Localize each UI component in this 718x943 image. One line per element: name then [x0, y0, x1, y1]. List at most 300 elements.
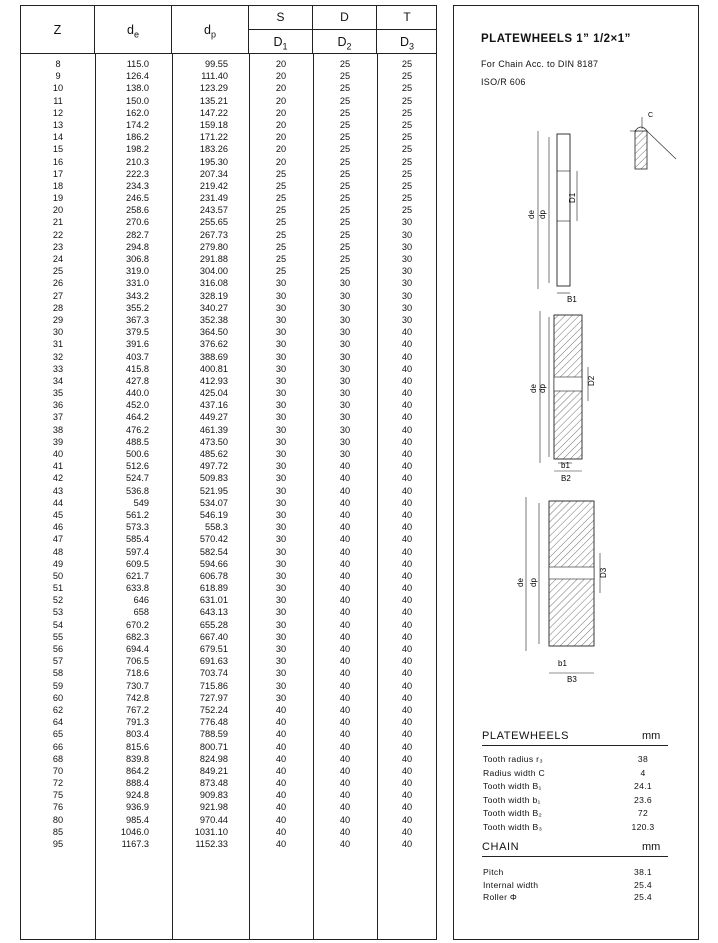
table-row [21, 277, 436, 289]
table-row [21, 497, 436, 509]
table-row [21, 143, 436, 155]
spec-value: 25.4 [634, 892, 652, 902]
cell-d2: 40 [339, 753, 351, 764]
cell-d3: 40 [401, 778, 413, 789]
cell-dp: 388.69 [199, 351, 228, 362]
cell-d2: 30 [339, 278, 351, 289]
table-row [21, 411, 436, 423]
cell-d1: 20 [275, 156, 287, 167]
cell-d1: 40 [275, 729, 287, 740]
cell-d2: 30 [339, 290, 351, 301]
spec-label: Pitch [483, 867, 504, 877]
cell-d3: 25 [401, 168, 413, 179]
cell-d3: 40 [401, 741, 413, 752]
table-row [21, 107, 436, 119]
cell-d2: 40 [339, 497, 351, 508]
cell-d2: 40 [339, 717, 351, 728]
cell-d3: 40 [401, 436, 413, 447]
cell-de: 294.8 [126, 241, 149, 252]
cell-d1: 30 [275, 583, 287, 594]
cell-dp: 921.98 [199, 802, 228, 813]
cell-de: 646 [133, 595, 149, 606]
label-d1: D1 [568, 192, 577, 203]
cell-de: 222.3 [126, 168, 149, 179]
header-d2-sub: 2 [346, 41, 352, 52]
cell-dp: 207.34 [199, 168, 228, 179]
spec-value: 38.1 [634, 867, 652, 877]
triplex-platewheel-drawing [516, 497, 608, 684]
cell-z: 19 [52, 193, 64, 204]
cell-d3: 40 [401, 607, 413, 618]
cell-d3: 40 [401, 449, 413, 459]
cell-z: 38 [52, 424, 64, 435]
spec-label: Radius width C [483, 767, 545, 778]
cell-z: 55 [52, 631, 64, 642]
cell-d2: 25 [339, 241, 351, 252]
cell-dp: 195.30 [199, 156, 228, 167]
sprocket-technical-drawing [454, 101, 700, 701]
cell-d3: 25 [401, 71, 413, 82]
cell-d1: 30 [275, 473, 287, 484]
cell-z: 57 [52, 656, 64, 667]
cell-d1: 30 [275, 656, 287, 667]
cell-de: 391.6 [126, 339, 149, 350]
chain-section-title: CHAIN [482, 841, 520, 853]
cell-dp: 147.22 [199, 107, 228, 118]
cell-dp: 570.42 [199, 534, 228, 545]
cell-d3: 40 [401, 802, 413, 813]
table-row [21, 424, 436, 436]
cell-d2: 25 [339, 254, 351, 264]
cell-de: 621.7 [126, 570, 149, 581]
cell-d3: 40 [401, 619, 413, 630]
header-z-label: Z [53, 23, 62, 37]
cell-d2: 40 [339, 839, 351, 849]
cell-d2: 25 [339, 119, 351, 130]
cell-d2: 40 [339, 680, 351, 691]
cell-d2: 30 [339, 424, 351, 435]
cell-dp: 824.98 [199, 753, 228, 764]
spec-label: Roller Φ [483, 892, 518, 902]
cell-de: 936.9 [126, 802, 149, 813]
cell-d3: 40 [401, 522, 413, 533]
cell-d1: 30 [275, 522, 287, 533]
cell-d1: 30 [275, 509, 287, 520]
cell-de: 500.6 [126, 449, 149, 459]
cell-dp: 1152.33 [195, 839, 228, 849]
cell-dp: 873.48 [199, 778, 228, 789]
cell-d3: 25 [401, 59, 413, 69]
cell-de: 234.3 [126, 180, 149, 191]
cell-z: 42 [52, 473, 64, 484]
cell-d2: 25 [339, 205, 351, 216]
cell-d3: 40 [401, 424, 413, 435]
table-row [21, 643, 436, 655]
cell-d3: 40 [401, 327, 413, 338]
cell-z: 64 [52, 717, 64, 728]
spec-label: Tooth width B₂ [483, 808, 543, 818]
cell-de: 174.2 [126, 119, 149, 130]
cell-dp: 970.44 [199, 814, 228, 825]
label-dp: dp [529, 578, 538, 587]
cell-d3: 40 [401, 412, 413, 423]
cell-de: 767.2 [126, 704, 149, 715]
cell-d1: 40 [275, 802, 287, 813]
label-dp: dp [538, 384, 547, 393]
cell-dp: 364.50 [199, 327, 228, 338]
cell-d1: 30 [275, 436, 287, 447]
spec-panel [453, 5, 699, 940]
cell-z: 58 [52, 668, 64, 679]
cell-de: 488.5 [126, 436, 149, 447]
cell-d2: 40 [339, 790, 351, 801]
table-row [21, 204, 436, 216]
table-row [21, 192, 436, 204]
spec-value: 72 [637, 808, 649, 818]
cell-d3: 25 [401, 144, 413, 155]
panel-title: PLATEWHEELS 1” 1/2×1” [481, 33, 631, 45]
bore-slot [554, 377, 582, 391]
table-row [21, 801, 436, 813]
cell-de: 150.0 [126, 95, 149, 106]
cell-de: 186.2 [126, 132, 149, 143]
cell-d1: 20 [275, 119, 287, 130]
table-row [21, 582, 436, 594]
cell-d2: 40 [339, 826, 351, 837]
cell-d3: 30 [401, 266, 413, 277]
table-row [21, 558, 436, 570]
cell-z: 39 [52, 436, 64, 447]
cell-d3: 40 [401, 656, 413, 667]
table-row [21, 789, 436, 801]
cell-de: 633.8 [126, 583, 149, 594]
cell-dp: 437.16 [199, 400, 228, 411]
table-row [21, 119, 436, 131]
cell-d3: 40 [401, 509, 413, 520]
platewheels-section-unit: mm [642, 730, 661, 742]
cell-de: 730.7 [126, 680, 149, 691]
cell-z: 68 [52, 753, 64, 764]
cell-d1: 40 [275, 826, 287, 837]
label-b3: B3 [567, 675, 577, 684]
sprocket-dimensions-table [20, 5, 437, 940]
simplex-platewheel-drawing [527, 131, 577, 304]
cell-z: 54 [52, 619, 64, 630]
cell-dp: 412.93 [199, 375, 228, 386]
cell-z: 35 [52, 388, 64, 399]
cell-dp: 546.19 [199, 509, 228, 520]
duplex-platewheel-drawing [529, 311, 596, 483]
cell-d3: 40 [401, 814, 413, 825]
cell-z: 53 [52, 607, 64, 618]
cell-de: 258.6 [126, 205, 149, 216]
cell-d3: 40 [401, 729, 413, 740]
cell-d2: 30 [339, 363, 351, 374]
table-row [21, 387, 436, 399]
cell-d1: 30 [275, 375, 287, 386]
spec-row [483, 867, 673, 880]
cell-de: 694.4 [126, 644, 149, 654]
cell-de: 379.5 [126, 327, 149, 338]
table-row [21, 704, 436, 716]
header-dp [172, 6, 249, 53]
cell-dp: 267.73 [199, 229, 228, 240]
tooth-profile-arc [635, 127, 647, 131]
cell-z: 31 [52, 339, 64, 350]
table-row [21, 485, 436, 497]
table-row [21, 338, 436, 350]
cell-d2: 25 [339, 144, 351, 155]
cell-de: 815.6 [126, 741, 149, 752]
cell-z: 32 [52, 351, 64, 362]
cell-de: 549 [133, 497, 149, 508]
cell-d3: 40 [401, 631, 413, 642]
table-row [21, 253, 436, 265]
cell-d2: 40 [339, 534, 351, 545]
cell-d2: 40 [339, 522, 351, 533]
cell-dp: 703.74 [199, 668, 228, 679]
cell-d1: 30 [275, 570, 287, 581]
cell-d3: 40 [401, 717, 413, 728]
cell-z: 27 [52, 290, 64, 301]
cell-dp: 909.83 [199, 790, 228, 801]
cell-z: 18 [52, 180, 64, 191]
table-row [21, 70, 436, 82]
cell-d2: 25 [339, 229, 351, 240]
cell-dp: 509.83 [199, 473, 228, 484]
cell-z: 24 [52, 254, 64, 264]
table-row [21, 375, 436, 387]
cell-dp: 715.86 [199, 680, 228, 691]
table-row [21, 765, 436, 777]
table-row [21, 302, 436, 314]
cell-d2: 25 [339, 168, 351, 179]
cell-d1: 30 [275, 668, 287, 679]
cell-d1: 30 [275, 314, 287, 325]
table-row [21, 216, 436, 228]
cell-d3: 40 [401, 570, 413, 581]
header-s-d1 [249, 6, 313, 53]
spec-label: Tooth width B₁ [483, 781, 542, 791]
cell-dp: 291.88 [199, 254, 228, 264]
cell-dp: 425.04 [199, 388, 228, 399]
table-row [21, 826, 436, 838]
cell-z: 46 [52, 522, 64, 533]
cell-d1: 20 [275, 59, 287, 69]
table-row [21, 838, 436, 850]
cell-dp: 606.78 [199, 570, 228, 581]
table-row [21, 168, 436, 180]
cell-d3: 40 [401, 644, 413, 654]
cell-d2: 40 [339, 668, 351, 679]
cell-z: 66 [52, 741, 64, 752]
cell-de: 282.7 [126, 229, 149, 240]
cell-de: 1167.3 [121, 839, 149, 849]
cell-dp: 219.42 [199, 180, 228, 191]
table-row [21, 546, 436, 558]
cell-d1: 20 [275, 83, 287, 94]
chain-standard-text: For Chain Acc. to DIN 8187 [481, 59, 599, 69]
cell-d3: 40 [401, 339, 413, 350]
cell-z: 51 [52, 583, 64, 594]
cell-z: 21 [52, 217, 64, 228]
table-row [21, 533, 436, 545]
cell-z: 49 [52, 558, 64, 569]
cell-de: 440.0 [126, 388, 149, 399]
header-de-label: d [127, 23, 134, 37]
cell-d2: 30 [339, 327, 351, 338]
label-c: C [648, 112, 654, 119]
cell-de: 427.8 [126, 375, 149, 386]
cell-d2: 25 [339, 132, 351, 143]
cell-d2: 40 [339, 473, 351, 484]
cell-dp: 123.29 [199, 83, 228, 94]
cell-dp: 99.55 [205, 59, 228, 69]
cell-z: 56 [52, 644, 64, 654]
cell-de: 512.6 [126, 461, 149, 472]
cell-d1: 25 [275, 254, 287, 264]
cell-z: 16 [52, 156, 64, 167]
cell-dp: 788.59 [199, 729, 228, 740]
cell-de: 864.2 [126, 765, 149, 776]
table-row [21, 667, 436, 679]
cell-z: 85 [52, 826, 64, 837]
table-row [21, 229, 436, 241]
cell-dp: 352.38 [199, 314, 228, 325]
cell-dp: 111.40 [201, 71, 228, 82]
cell-dp: 279.80 [199, 241, 228, 252]
cell-z: 60 [52, 692, 64, 703]
cell-de: 464.2 [126, 412, 149, 423]
cell-de: 476.2 [126, 424, 149, 435]
table-row [21, 814, 436, 826]
label-b1-small: b1 [561, 461, 570, 470]
cell-d1: 30 [275, 558, 287, 569]
cell-d3: 40 [401, 790, 413, 801]
cell-d1: 30 [275, 278, 287, 289]
cell-z: 65 [52, 729, 64, 740]
cell-d2: 25 [339, 217, 351, 228]
cell-z: 50 [52, 570, 64, 581]
cell-d2: 40 [339, 485, 351, 496]
cell-d3: 40 [401, 351, 413, 362]
section-divider [482, 856, 668, 857]
cell-de: 561.2 [126, 509, 149, 520]
cell-z: 72 [52, 778, 64, 789]
cell-de: 803.4 [126, 729, 149, 740]
cell-z: 25 [52, 266, 64, 277]
cell-z: 12 [52, 107, 64, 118]
cell-de: 1046.0 [120, 826, 149, 837]
cell-z: 14 [52, 132, 64, 143]
cell-de: 585.4 [126, 534, 149, 545]
cell-z: 95 [52, 839, 64, 849]
spec-label: Internal width [483, 879, 539, 890]
cell-d1: 30 [275, 595, 287, 606]
cell-dp: 473.50 [199, 436, 228, 447]
cell-de: 609.5 [126, 558, 149, 569]
cell-de: 331.0 [126, 278, 149, 289]
cell-d1: 40 [275, 778, 287, 789]
cell-d1: 30 [275, 302, 287, 313]
table-row [21, 594, 436, 606]
spec-row [483, 880, 673, 893]
cell-d2: 30 [339, 400, 351, 411]
header-d1-sub: 1 [282, 41, 288, 52]
cell-d3: 25 [401, 132, 413, 143]
cell-dp: 655.28 [199, 619, 228, 630]
bore-slot [549, 567, 594, 579]
table-row [21, 741, 436, 753]
cell-dp: 521.95 [199, 485, 228, 496]
cell-d1: 40 [275, 765, 287, 776]
cell-z: 43 [52, 485, 64, 496]
cell-dp: 328.19 [199, 290, 228, 301]
cell-d3: 40 [401, 595, 413, 606]
cell-d3: 40 [401, 363, 413, 374]
table-row [21, 290, 436, 302]
cell-d2: 40 [339, 729, 351, 740]
cell-d2: 40 [339, 692, 351, 703]
cell-dp: 304.00 [199, 266, 228, 277]
table-row [21, 570, 436, 582]
cell-dp: 643.13 [199, 607, 228, 618]
cell-d2: 40 [339, 741, 351, 752]
table-header [21, 6, 436, 54]
cell-dp: 679.51 [199, 644, 228, 654]
cell-dp: 255.65 [199, 217, 228, 228]
header-t-d3 [377, 6, 437, 53]
cell-d1: 25 [275, 180, 287, 191]
cell-z: 70 [52, 765, 64, 776]
spec-row [483, 822, 673, 835]
cell-d3: 40 [401, 765, 413, 776]
cell-d3: 30 [401, 278, 413, 289]
header-t-label: T [377, 6, 437, 30]
cell-d3: 40 [401, 704, 413, 715]
cell-z: 76 [52, 802, 64, 813]
table-row [21, 156, 436, 168]
cell-dp: 558.3 [205, 522, 228, 533]
cell-dp: 618.89 [199, 583, 228, 594]
cell-dp: 449.27 [199, 412, 228, 423]
cell-de: 246.5 [126, 193, 149, 204]
cell-d3: 25 [401, 156, 413, 167]
cell-d2: 40 [339, 607, 351, 618]
cell-d1: 25 [275, 266, 287, 277]
cell-d2: 30 [339, 302, 351, 313]
table-row [21, 326, 436, 338]
section-divider [482, 745, 668, 746]
cell-z: 30 [52, 327, 64, 338]
cell-d2: 40 [339, 802, 351, 813]
cell-de: 115.0 [126, 59, 149, 69]
cell-d2: 25 [339, 59, 351, 69]
table-row [21, 314, 436, 326]
plate-outline [557, 134, 570, 286]
cell-dp: 1031.10 [194, 826, 228, 837]
table-row [21, 509, 436, 521]
cell-dp: 171.22 [199, 132, 228, 143]
table-row [21, 619, 436, 631]
cell-d1: 25 [275, 193, 287, 204]
cell-de: 791.3 [126, 717, 149, 728]
cell-dp: 691.63 [199, 656, 228, 667]
cell-d1: 30 [275, 363, 287, 374]
cell-de: 343.2 [126, 290, 149, 301]
cell-d1: 40 [275, 790, 287, 801]
table-row [21, 728, 436, 740]
